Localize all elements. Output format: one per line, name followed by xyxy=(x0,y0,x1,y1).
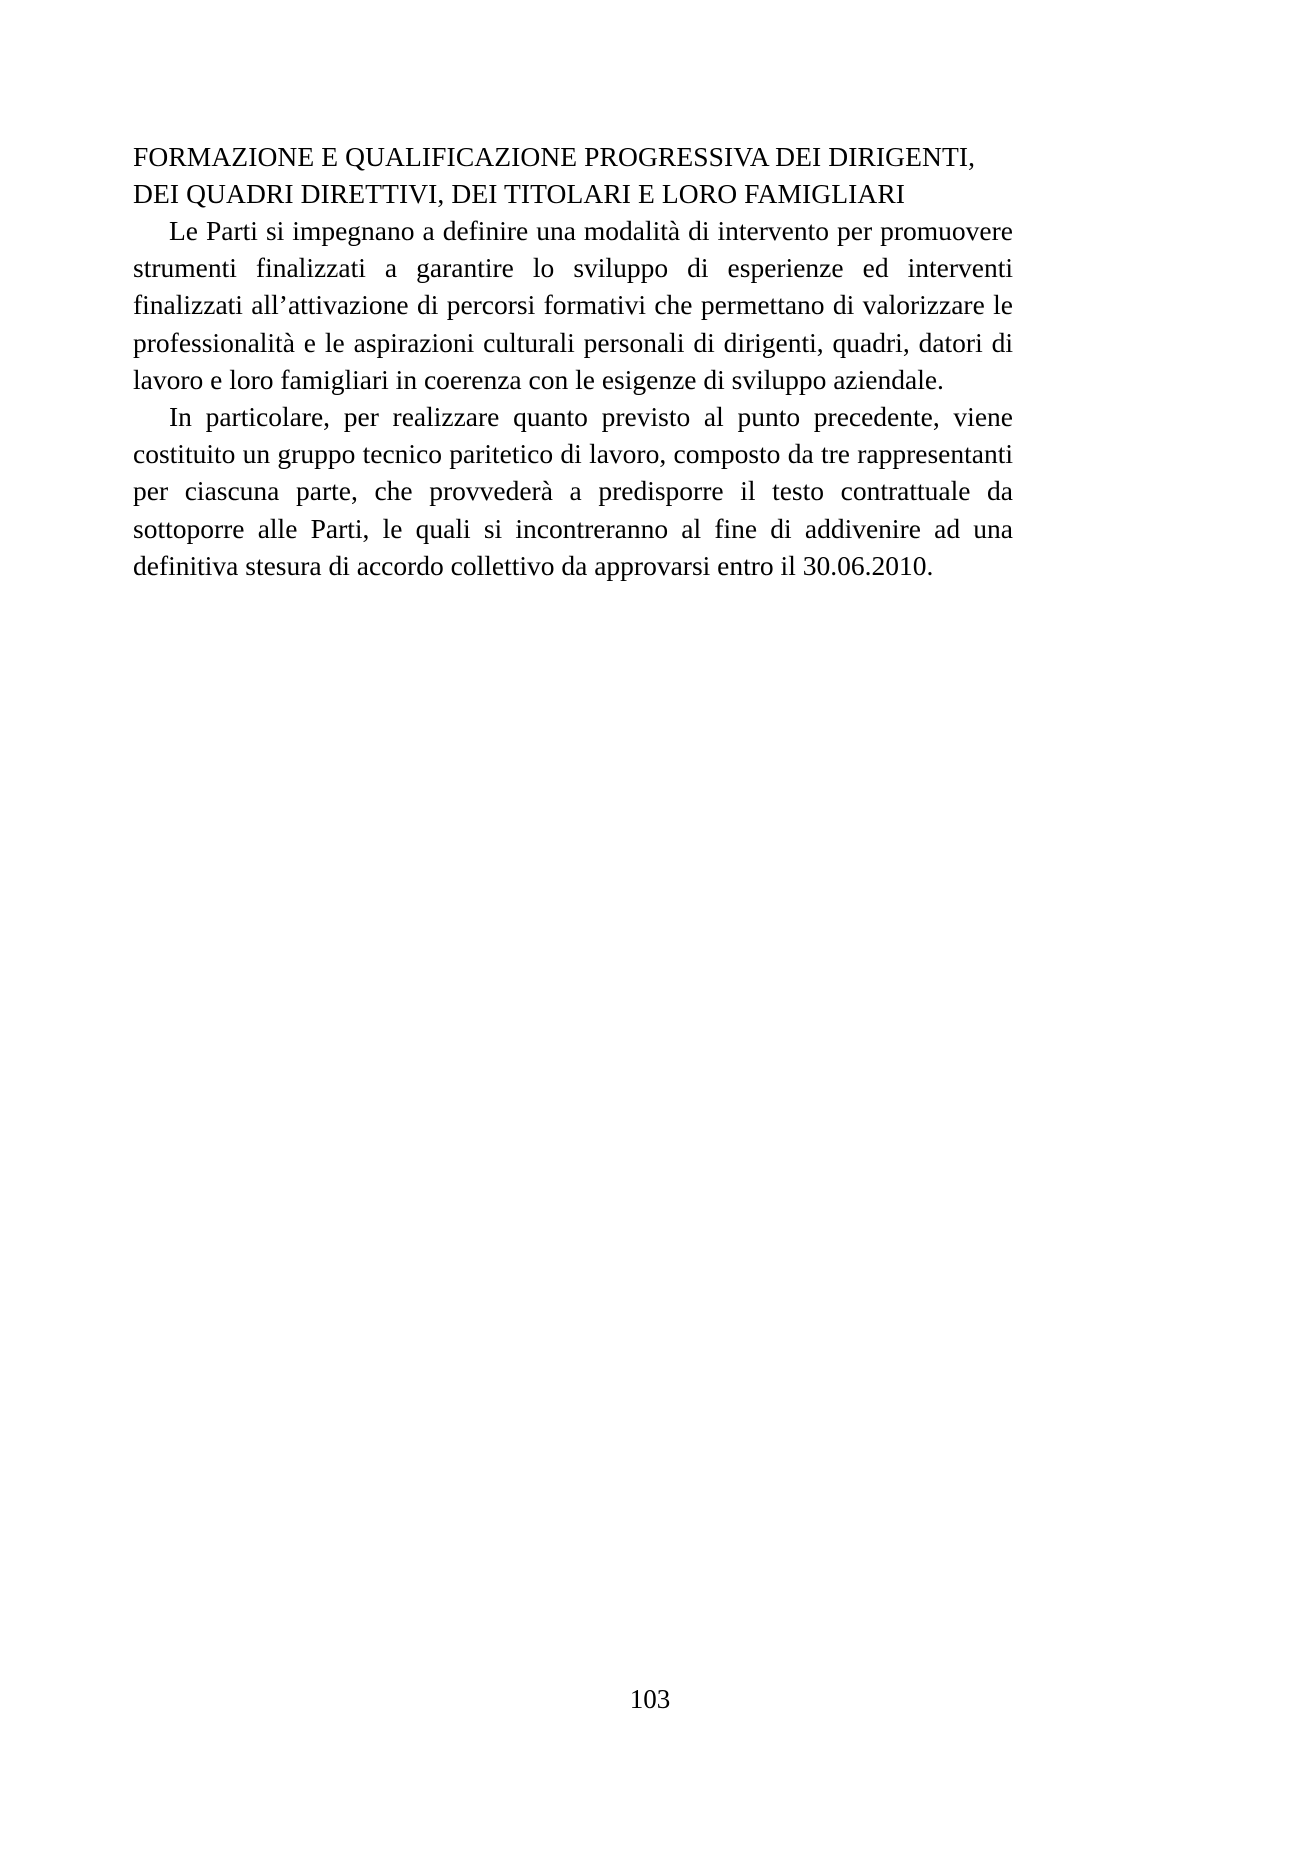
section-heading-line-2: DEI QUADRI DIRETTIVI, DEI TITOLARI E LORO FAMIGLIARI xyxy=(133,178,906,209)
body-paragraph-2: In particolare, per realizzare quanto previsto al punto precedente, viene costituito un gruppo tecnico paritetico di lavoro, composto da tre rappresentanti per ciascuna parte, che provvederà a predisporre il testo contrattuale da sottoporre alle Parti, le quali si incontreranno al fine di addivenire ad una definitiva stesura di accordo collettivo da approvarsi entro il 30.06.2010. xyxy=(133,401,1013,581)
page-content xyxy=(133,138,1013,584)
section-heading xyxy=(133,138,1013,212)
section-heading-line-1: FORMAZIONE E QUALIFICAZIONE PROGRESSIVA DEI DIRIGENTI, xyxy=(133,141,976,172)
body-paragraph-1: Le Parti si impegnano a definire una modalità di intervento per promuovere strumenti finalizzati a garantire lo sviluppo di esperienze ed interventi finalizzati all’attivazione di percorsi formativi che permettano di valorizzare le professionalità e le aspirazioni culturali personali di dirigenti, quadri, datori di lavoro e loro famigliari in coerenza con le esigenze di sviluppo aziendale. xyxy=(133,215,1013,395)
page-number: 103 xyxy=(629,1684,671,1714)
